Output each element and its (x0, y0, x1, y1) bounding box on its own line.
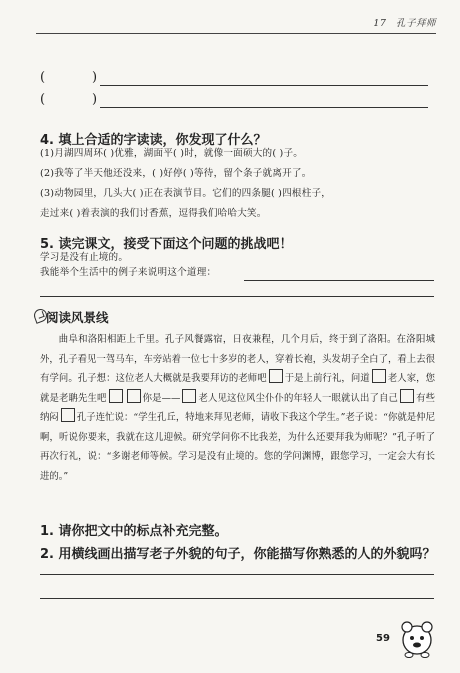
punct-box[interactable] (372, 369, 386, 383)
q2-answer-line-2[interactable] (40, 598, 434, 599)
answer-line[interactable] (100, 107, 428, 108)
question-2-title: 2. 用横线画出描写老子外貌的句子，你能描写你熟悉的人的外貌吗？ (40, 547, 436, 562)
open-paren: ( (40, 70, 46, 85)
punct-box[interactable] (109, 389, 123, 403)
q5-answer-line-2[interactable] (40, 296, 434, 297)
chapter-number: 17 (373, 18, 387, 29)
q5-line-2: 我能举个生活中的例子来说明这个道理： (40, 267, 217, 278)
q4-line-3[interactable]: (3)动物园里，几头大( )正在表演节目。它们的四条腿( )四根柱子， (40, 188, 332, 199)
close-paren: ) (92, 70, 98, 85)
running-header (373, 15, 436, 29)
answer-line[interactable] (100, 85, 428, 86)
header-rule (36, 33, 436, 34)
passage-text: 有些纳闷 (40, 392, 435, 423)
answer-row-1[interactable] (40, 70, 430, 88)
q4-line-4[interactable]: 走过来( )着表演的我们讨香蕉，逗得我们哈哈大笑。 (40, 208, 267, 219)
section-title: 阅读风景线 (46, 310, 109, 325)
passage-text: 孔子连忙说：“学生孔丘，特地来拜见老师，请收下我这个学生。”老子说：“你就是仲尼啊，听说你要来，我就在这儿迎候。研究学问你不比我差，为什么还要拜我为师呢？”孔子听了再次行礼，说：“多谢老师等候。学习是没有止境的。您的学问渊博，跟您学习，一定会大有长进的。” (40, 412, 435, 482)
passage-text: 你是—— (142, 392, 181, 404)
q2-answer-line-1[interactable] (40, 574, 434, 575)
passage-text: 于是上前行礼，问道 (284, 373, 370, 384)
punct-box[interactable] (269, 369, 283, 383)
q5-answer-line-1[interactable] (244, 280, 434, 281)
q4-line-1[interactable]: (1)月湖四周环( )优雅，湖面平( )时，就像一面硕大的( )子。 (40, 148, 304, 159)
passage-text: 老人家，您就是老聃先生吧 (40, 373, 435, 404)
question-5-title: 5. 读完课文，接受下面这个问题的挑战吧！ (40, 237, 293, 252)
question-4-title: 4. 填上合适的字读读，你发现了什么？ (40, 133, 267, 148)
answer-row-2[interactable] (40, 92, 430, 110)
question-1-title: 1. 请你把文中的标点补充完整。 (40, 524, 228, 539)
punct-box[interactable] (127, 389, 141, 403)
chapter-title: 孔子拜师 (395, 18, 436, 29)
passage-text: 老人见这位风尘仆仆的年轻人一眼就认出了自己 (198, 392, 398, 404)
passage-text: 曲阜和洛阳相距上千里。孔子风餐露宿，日夜兼程，几个月后，终于到了洛阳。在洛阳城外，孔子看见一驾马车，车旁站着一位七十多岁的老人，穿着长袍，头发胡子全白了，看上去很有学问。孔子想：这位老人大概就是我要拜访的老师吧 (40, 334, 435, 384)
q4-line-2[interactable]: (2)我等了半天他还没来，( )好停( )等待，留个条子就离开了。 (40, 168, 312, 179)
cartoon-animal-icon (400, 618, 434, 658)
close-paren: ) (92, 92, 98, 107)
punct-box[interactable] (400, 389, 414, 403)
punct-box[interactable] (61, 408, 75, 422)
q5-line-1: 学习是没有止境的。 (40, 252, 129, 263)
page-number: 59 (376, 633, 390, 644)
open-paren: ( (40, 92, 46, 107)
reading-passage (40, 330, 435, 486)
punct-box[interactable] (182, 389, 196, 403)
